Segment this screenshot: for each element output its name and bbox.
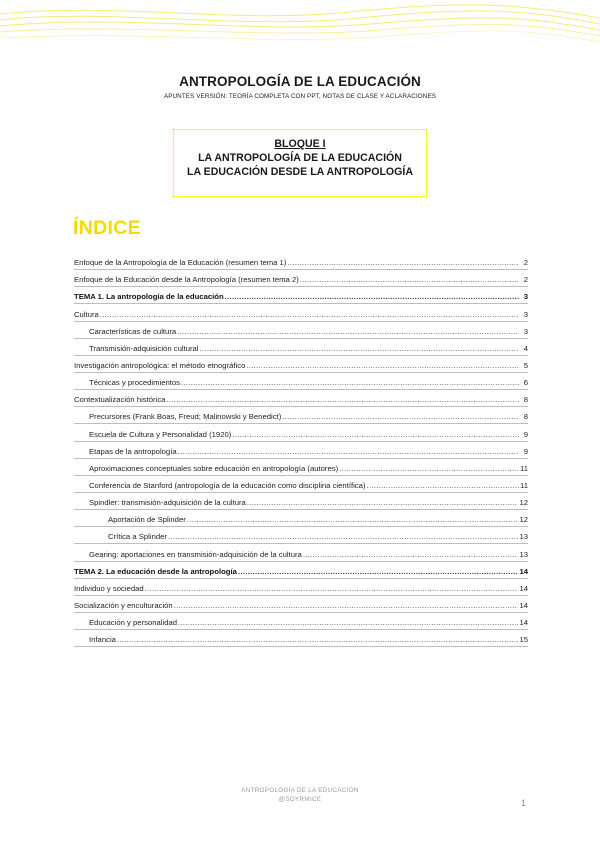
toc-entry-label: Etapas de la antropología xyxy=(89,446,177,456)
toc-entry[interactable] xyxy=(74,476,528,493)
toc-entry-page: 2 xyxy=(523,275,528,285)
toc-entry-page: 11 xyxy=(520,480,528,490)
toc-entry[interactable] xyxy=(74,613,528,630)
page-footer xyxy=(0,787,600,804)
toc-entry[interactable] xyxy=(74,459,528,476)
toc-leader-dots xyxy=(200,344,519,353)
toc-leader-dots xyxy=(174,601,519,610)
toc-entry[interactable] xyxy=(74,424,528,441)
toc-entry[interactable] xyxy=(74,304,528,321)
toc-entry-page: 3 xyxy=(523,309,528,319)
toc-entry[interactable] xyxy=(74,373,528,390)
toc-leader-dots xyxy=(282,412,519,421)
toc-entry[interactable] xyxy=(74,390,528,407)
toc-entry-page: 4 xyxy=(523,343,528,353)
toc-leader-dots xyxy=(232,430,519,439)
toc-entry-page: 2 xyxy=(523,258,528,268)
index-heading: ÍNDICE xyxy=(73,217,141,239)
toc-entry-page: 14 xyxy=(519,600,528,610)
toc-entry-page: 3 xyxy=(523,292,528,302)
block-subtitle-1: LA ANTROPOLOGÍA DE LA EDUCACIÓN xyxy=(198,152,402,164)
toc-entry[interactable] xyxy=(74,253,528,270)
toc-leader-dots xyxy=(187,515,519,524)
toc-entry-chapter[interactable] xyxy=(74,287,528,304)
toc-entry-label: Individuo y sociedad xyxy=(74,583,144,593)
toc-entry-page: 9 xyxy=(523,429,528,439)
toc-entry-page: 9 xyxy=(523,446,528,456)
toc-entry[interactable] xyxy=(74,579,528,596)
toc-leader-dots xyxy=(177,327,519,336)
toc-entry-page: 8 xyxy=(523,395,528,405)
toc-entry-label: TEMA 2. La educación desde la antropología xyxy=(74,566,237,576)
toc-leader-dots xyxy=(181,378,519,387)
toc-entry-label: Cultura xyxy=(74,309,99,319)
toc-leader-dots xyxy=(247,498,519,507)
toc-entry-page: 8 xyxy=(523,412,528,422)
toc-entry[interactable] xyxy=(74,322,528,339)
toc-leader-dots xyxy=(168,532,518,541)
block-subtitle-2: LA EDUCACIÓN DESDE LA ANTROPOLOGÍA xyxy=(186,166,413,178)
toc-entry[interactable] xyxy=(74,596,528,613)
toc-entry-label: Contextualización histórica xyxy=(74,395,166,405)
toc-leader-dots xyxy=(303,550,519,559)
toc-entry-label: Características de cultura xyxy=(89,326,177,336)
toc-leader-dots xyxy=(238,567,519,576)
toc-entry[interactable] xyxy=(74,510,528,527)
footer-title: ANTROPOLOGÍA DE LA EDUCACIÓN xyxy=(241,787,359,794)
toc-entry-label: Socialización y enculturación xyxy=(74,600,173,610)
page-number: 1 xyxy=(520,798,526,808)
toc-entry-label: Gearing: aportaciones en transmisión-adquisición de la cultura xyxy=(89,549,302,559)
toc-leader-dots xyxy=(178,447,519,456)
toc-entry-label: Aproximaciones conceptuales sobre educación en antropología (autores) xyxy=(89,463,339,473)
toc-entry-page: 5 xyxy=(523,360,528,370)
toc-entry[interactable] xyxy=(74,493,528,510)
toc-entry-label: Precursores (Frank Boas, Freud; Malinowski y Benedict) xyxy=(89,412,282,422)
toc-entry[interactable] xyxy=(74,339,528,356)
toc-leader-dots xyxy=(166,395,519,404)
toc-leader-dots xyxy=(100,310,519,319)
toc-entry-page: 13 xyxy=(519,532,528,542)
document-subtitle: APUNTES VERSIÓN: TEORÍA COMPLETA CON PPT, NOTAS DE CLASE Y ACLARACIONES xyxy=(163,93,437,100)
toc-entry[interactable] xyxy=(74,544,528,561)
toc-entry-label: Enfoque de la Antropología de la Educación (resumen tema 1) xyxy=(74,258,287,268)
document-title: ANTROPOLOGÍA DE LA EDUCACIÓN xyxy=(179,74,421,89)
toc-entry-label: Investigación antropológica: el método etnográfico xyxy=(74,360,246,370)
toc-leader-dots xyxy=(339,464,519,473)
toc-entry-label: Transmisión-adquisición cultural xyxy=(89,343,199,353)
toc-leader-dots xyxy=(117,635,519,644)
toc-entry[interactable] xyxy=(74,407,528,424)
toc-entry-page: 11 xyxy=(520,463,528,473)
toc-entry[interactable] xyxy=(74,527,528,544)
toc-entry-label: Escuela de Cultura y Personalidad (1920) xyxy=(89,429,232,439)
toc-leader-dots xyxy=(246,361,519,370)
toc-entry-page: 13 xyxy=(519,549,528,559)
toc-leader-dots xyxy=(145,584,519,593)
toc-entry-label: Spindler: transmisión-adquisición de la cultura xyxy=(89,498,246,508)
toc-leader-dots xyxy=(287,258,519,267)
toc-entry-page: 12 xyxy=(519,498,528,508)
toc-entry[interactable] xyxy=(74,630,528,647)
toc-entry-label: Enfoque de la Educación desde la Antropología (resumen tema 2) xyxy=(74,275,299,285)
toc-entry-chapter[interactable] xyxy=(74,562,528,579)
toc-entry-label: Crítica a Splinder xyxy=(108,532,167,542)
toc-leader-dots xyxy=(178,618,518,627)
toc-entry-page: 14 xyxy=(519,618,528,628)
toc-leader-dots xyxy=(367,481,520,490)
footer-handle: @SOYRMICE xyxy=(278,795,322,803)
toc-entry[interactable] xyxy=(74,270,528,287)
toc-entry[interactable] xyxy=(74,356,528,373)
toc-entry[interactable] xyxy=(74,442,528,459)
block-title-box xyxy=(173,129,427,197)
toc-entry-page: 14 xyxy=(519,583,528,593)
toc-entry-label: Educación y personalidad xyxy=(89,618,178,628)
table-of-contents xyxy=(74,253,528,647)
toc-entry-page: 3 xyxy=(523,326,528,336)
toc-leader-dots xyxy=(225,292,519,301)
block-label: BLOQUE I xyxy=(274,138,326,150)
toc-entry-label: TEMA 1. La antropología de la educación xyxy=(74,292,224,302)
toc-entry-page: 15 xyxy=(519,635,528,645)
toc-entry-page: 6 xyxy=(523,378,528,388)
decorative-wave-lines xyxy=(0,0,600,50)
toc-entry-label: Conferencia de Stanford (antropología de la educación como disciplina científica) xyxy=(89,480,366,490)
toc-entry-label: Aportación de Splinder xyxy=(108,515,186,525)
toc-entry-page: 14 xyxy=(519,566,528,576)
toc-leader-dots xyxy=(300,275,519,284)
toc-entry-page: 12 xyxy=(519,515,528,525)
toc-entry-label: Infancia xyxy=(89,635,116,645)
toc-entry-label: Técnicas y procedimientos xyxy=(89,378,181,388)
